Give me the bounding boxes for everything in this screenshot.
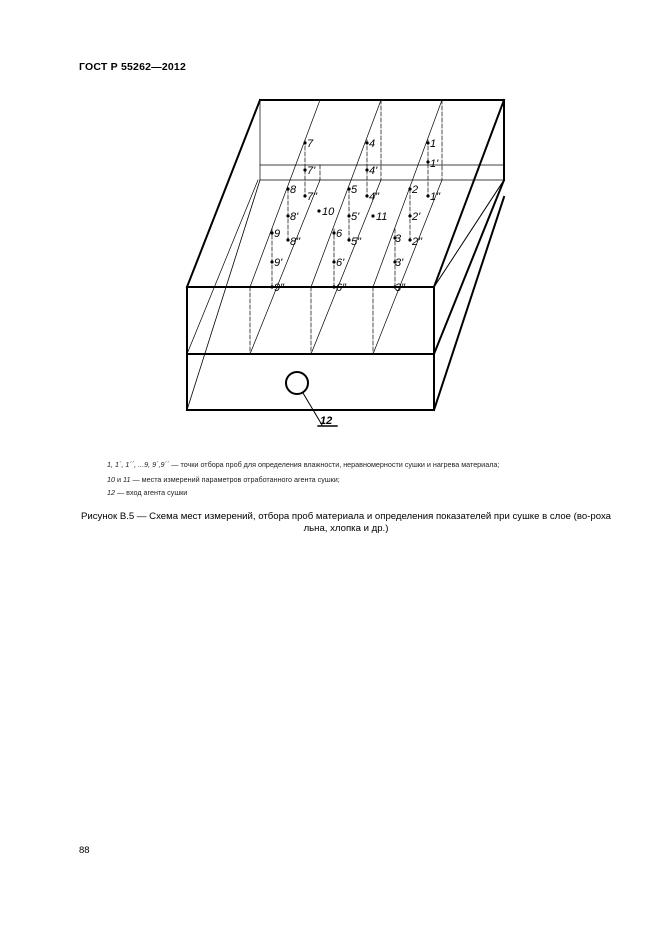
point-label-2: 2 bbox=[412, 184, 419, 196]
point-label-7a: 7' bbox=[307, 165, 316, 177]
page-number: 88 bbox=[79, 845, 90, 856]
legend-1-text: — точки отбора проб для определения влажности, неравномерности сушки и нагрева материала; bbox=[169, 460, 500, 469]
chamber-outline bbox=[187, 287, 434, 410]
chamber-edge-left bbox=[187, 100, 260, 287]
point-label-5: 5 bbox=[351, 184, 358, 196]
point-label-11: 11 bbox=[376, 211, 388, 223]
legend-2-text: — места измерений параметров отработанного агента сушки; bbox=[130, 475, 340, 484]
point-label-1b: 1" bbox=[430, 191, 441, 203]
point-label-1a: 1' bbox=[430, 158, 439, 170]
point-label-6b: 6" bbox=[336, 282, 347, 294]
legend-line-2 bbox=[107, 475, 340, 484]
point-label-2b: 2" bbox=[412, 236, 423, 248]
legend-2-and: и bbox=[115, 475, 124, 484]
point-label-4b: 4" bbox=[369, 191, 380, 203]
point-label-9a: 9' bbox=[274, 257, 283, 269]
point-label-8b: 8" bbox=[290, 236, 301, 248]
legend-2-num-b: 11 bbox=[123, 475, 131, 484]
point-label-3a: 3' bbox=[395, 257, 404, 269]
point-label-10: 10 bbox=[322, 206, 335, 218]
chamber-left-lower-edge bbox=[187, 180, 260, 410]
document-header: ГОСТ Р 55262—2012 bbox=[79, 61, 187, 73]
legend-3-text: — вход агента сушки bbox=[115, 488, 188, 497]
legend-line-1 bbox=[107, 460, 499, 469]
figure-caption: Рисунок В.5 — Схема мест измерений, отбора проб материала и определения показателей при сушке в слое (во-роха льна, хлопка и др.) bbox=[81, 511, 611, 534]
point-label-12: 12 bbox=[320, 415, 333, 427]
point-label-5a: 5' bbox=[351, 211, 360, 223]
point-label-1: 1 bbox=[430, 138, 437, 150]
point-label-8a: 8' bbox=[290, 211, 299, 223]
point-label-7: 7 bbox=[307, 138, 314, 150]
legend-line-3 bbox=[107, 488, 187, 497]
point-label-3: 3 bbox=[395, 233, 402, 245]
air-inlet-circle bbox=[286, 372, 308, 394]
point-label-2a: 2' bbox=[412, 211, 421, 223]
chamber-floor-edge bbox=[434, 180, 504, 354]
point-label-9b: 9" bbox=[274, 282, 285, 294]
point-label-9: 9 bbox=[274, 228, 281, 240]
point-label-7b: 7" bbox=[307, 191, 318, 203]
legend-3-num: 12 bbox=[107, 488, 115, 497]
legend-2-num-a: 10 bbox=[107, 475, 115, 484]
point-label-3b: 3" bbox=[395, 282, 406, 294]
chamber-edge-right bbox=[434, 100, 504, 287]
point-label-6a: 6' bbox=[336, 257, 345, 269]
point-label-8: 8 bbox=[290, 184, 297, 196]
point-label-4: 4 bbox=[369, 138, 376, 150]
legend-1-numbers: 1, 1´, 1´´, ...9, 9´,9´´ bbox=[107, 460, 170, 469]
chamber-right-bottom-edge bbox=[434, 197, 504, 410]
point-label-6: 6 bbox=[336, 228, 343, 240]
point-label-4a: 4' bbox=[369, 165, 378, 177]
point-label-5b: 5" bbox=[351, 236, 362, 248]
